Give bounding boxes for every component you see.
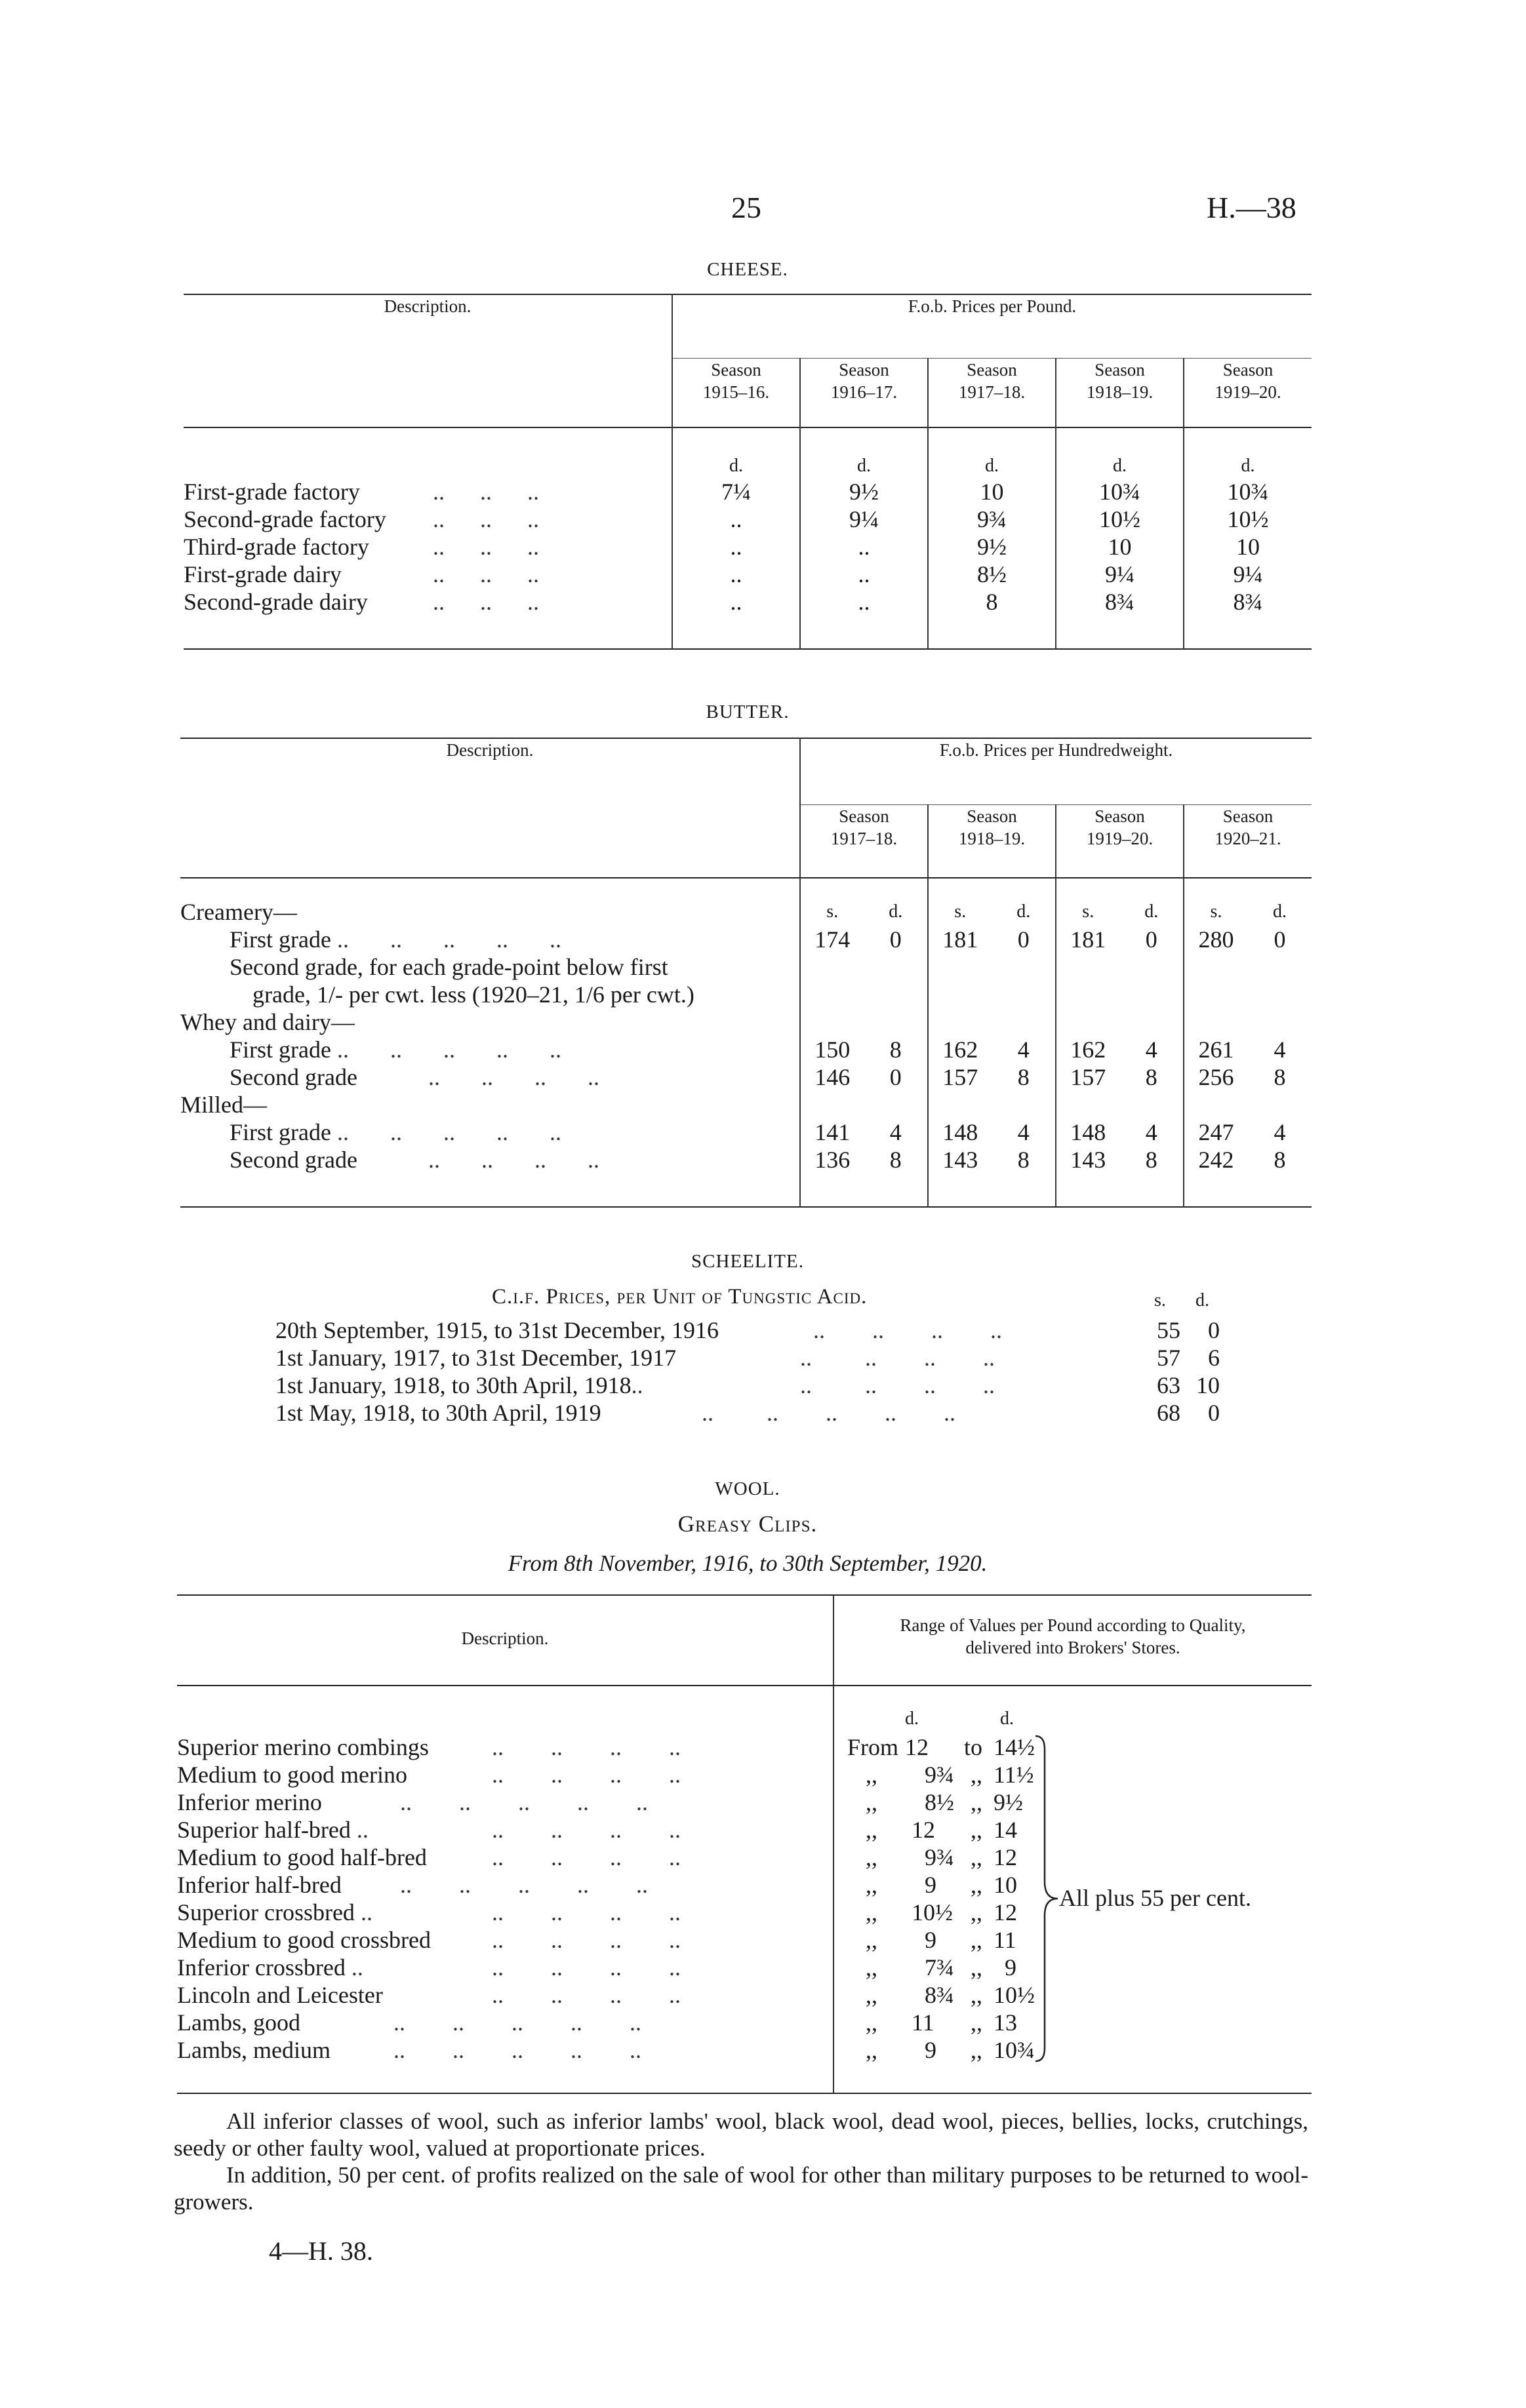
list-item: 1st January, 1917, to 31st December, 1917 .. .. .. .. 57 6 [275, 1345, 1220, 1371]
wool-ditto: ,, [971, 1844, 982, 1870]
butter-cell: 148 4 [928, 1118, 1056, 1146]
cheese-row-label: Second-grade factory [184, 506, 386, 532]
cheese-cell: 8¾ [1184, 588, 1312, 649]
table-row: Inferior half-bred .. .. .. .. .. ,, 9 ,, 10 [177, 1872, 1017, 1898]
table-row: First-grade factory .. .. .. 7¼ 9½ 10 10¾ 10¾ [184, 478, 1312, 505]
table-row: Third-grade factory .. .. .. .. .. 9½ 10 10 [184, 533, 1312, 561]
butter-cell: 157 8 [928, 1063, 1056, 1091]
scheelite-d: 0 [1208, 1317, 1220, 1343]
wool-title: WOOL. [715, 1478, 780, 1499]
scheelite-row-label: 20th September, 1915, to 31st December, 1916 [275, 1317, 719, 1343]
scheelite-d: 0 [1208, 1400, 1220, 1426]
cheese-cell: 9¾ [928, 505, 1056, 533]
cheese-cell: .. [800, 533, 928, 561]
butter-cell: 174 0 [800, 926, 928, 953]
list-item: 1st May, 1918, to 30th April, 1919 .. .. .. .. .. 68 0 [275, 1400, 1220, 1426]
wool-to-value: 9½ [994, 1789, 1023, 1815]
wool-ditto: ,, [971, 1817, 982, 1843]
scheelite-title: SCHEELITE. [691, 1251, 804, 1272]
cheese-cell: 10¾ [1056, 478, 1184, 505]
cheese-cell: .. [800, 561, 928, 588]
butter-cell: 146 0 [800, 1063, 928, 1091]
wool-ditto: ,, [866, 1954, 877, 1981]
table-row: First grade .. .. .. .. .. 150 8 162 4 162 4 261 4 [180, 1036, 1312, 1063]
wool-to-value: 10½ [994, 1982, 1035, 2008]
wool-row-label: Lambs, medium [177, 2037, 331, 2063]
wool-row-label: Inferior crossbred [177, 1954, 346, 1981]
wool-subtitle: Greasy Clips. [677, 1511, 818, 1537]
scheelite-unit-s: s. [1154, 1290, 1166, 1311]
butter-cell: 157 8 [1056, 1063, 1184, 1091]
cheese-row-label: First-grade factory [184, 479, 360, 505]
cheese-cell: 8½ [928, 561, 1056, 588]
wool-ditto: ,, [866, 1982, 877, 2008]
cheese-unit: d. [1056, 427, 1184, 478]
butter-note-line: grade, 1/- per cwt. less (1920–21, 1/6 per cwt.) [252, 981, 694, 1008]
wool-row-label: Lambs, good [177, 2009, 300, 2036]
butter-table [180, 738, 1312, 1208]
table-row: Inferior crossbred .. .. .. .. .. ,, 7¾ ,, 9 [177, 1954, 1016, 1981]
wool-ditto: ,, [971, 1789, 982, 1815]
cheese-table [184, 294, 1312, 650]
wool-period: From 8th November, 1916, to 30th September, 1920. [508, 1550, 988, 1576]
cheese-season-header: Season 1919–20. [1184, 359, 1312, 428]
wool-ditto: ,, [971, 1927, 982, 1953]
wool-to-word: to [964, 1734, 983, 1760]
butter-title: BUTTER. [706, 701, 790, 722]
wool-row-label: Medium to good crossbred [177, 1927, 431, 1953]
cheese-cell: .. [672, 533, 800, 561]
cheese-cell: 7¼ [672, 478, 800, 505]
cheese-cell: 8¾ [1056, 588, 1184, 649]
wool-from-value: 9¾ [925, 1762, 954, 1788]
document-ref: H.—38 [1207, 191, 1296, 224]
butter-season-header: Season 1918–19. [928, 805, 1056, 878]
table-row: Superior merino combings .. .. .. .. From 12 to 14½ [177, 1734, 1035, 1760]
cheese-cell: 10½ [1184, 505, 1312, 533]
cheese-unit: d. [1184, 427, 1312, 478]
scheelite-s: 57 [1157, 1345, 1180, 1371]
butter-cell: 162 4 [1056, 1036, 1184, 1063]
scheelite-s: 63 [1157, 1372, 1180, 1398]
cheese-cell: 9¼ [1056, 561, 1184, 588]
wool-ditto: ,, [866, 1927, 877, 1953]
wool-from-word: From [847, 1734, 899, 1760]
wool-to-value: 9 [1005, 1954, 1016, 1981]
butter-season-header: Season 1920–21. [1184, 805, 1312, 878]
cheese-cell: 10¾ [1184, 478, 1312, 505]
butter-cell: 181 0 [928, 926, 1056, 953]
scheelite-unit-d: d. [1195, 1290, 1209, 1311]
cheese-row-label: First-grade dairy [184, 561, 342, 587]
butter-cell: 136 8 [800, 1146, 928, 1207]
wool-row-label: Medium to good half-bred [177, 1844, 427, 1870]
butter-cell: 141 4 [800, 1118, 928, 1146]
cheese-row-label: Third-grade factory [184, 534, 369, 560]
wool-description-header: Description. [461, 1628, 549, 1648]
cheese-cell: 10 [1056, 533, 1184, 561]
butter-unit: s. d. [1056, 878, 1184, 926]
wool-ditto: ,, [866, 1872, 877, 1898]
butter-unit: s. d. [928, 878, 1056, 926]
wool-table [177, 1594, 1312, 2094]
cheese-unit: d. [928, 427, 1056, 478]
butter-cell: 181 0 [1056, 926, 1184, 953]
scheelite-subtitle: C.i.f. Prices, per Unit of Tungstic Acid. [492, 1285, 868, 1309]
wool-row-label: Superior half-bred [177, 1817, 351, 1843]
wool-ditto: ,, [866, 1899, 877, 1925]
cheese-group-header: F.o.b. Prices per Pound. [672, 294, 1312, 359]
butter-description-header: Description. [446, 740, 534, 760]
butter-cell: 143 8 [928, 1146, 1056, 1207]
cheese-cell: 9¼ [800, 505, 928, 533]
table-row: First grade .. .. .. .. .. 174 0 181 0 181 0 280 0 [180, 926, 1312, 953]
butter-unit: s. d. [800, 878, 928, 926]
butter-row-label: Second grade [230, 1064, 357, 1090]
table-row: Lincoln and Leicester .. .. .. .. ,, 8¾ ,, 10½ [177, 1982, 1035, 2008]
cheese-cell: .. [672, 505, 800, 533]
wool-row-label: Inferior merino [177, 1789, 322, 1815]
scheelite-s: 68 [1157, 1400, 1180, 1426]
wool-ditto: ,, [866, 1762, 877, 1788]
wool-ditto: ,, [866, 2037, 877, 2063]
wool-ditto: ,, [971, 1762, 982, 1788]
wool-ditto: ,, [866, 1844, 877, 1870]
wool-ditto: ,, [971, 1982, 982, 2008]
wool-from-value: 8½ [925, 1789, 954, 1815]
butter-cell: 143 8 [1056, 1146, 1184, 1207]
cheese-cell: 10 [928, 478, 1056, 505]
butter-cell: 150 8 [800, 1036, 928, 1063]
wool-ditto: ,, [866, 1789, 877, 1815]
butter-row-label: First grade [230, 926, 331, 953]
list-item: 1st January, 1918, to 30th April, 1918.. .. .. .. .. 63 10 [275, 1372, 1220, 1398]
cheese-description-header: Description. [384, 296, 472, 316]
wool-from-value: 11 [912, 2009, 934, 2036]
scheelite-row-label: 1st May, 1918, to 30th April, 1919 [275, 1400, 601, 1426]
wool-row-label: Inferior half-bred [177, 1872, 342, 1898]
cheese-cell: 9½ [928, 533, 1056, 561]
table-row: Medium to good crossbred .. .. .. .. ,, 9 ,, 11 [177, 1927, 1016, 1953]
table-row: Second grade .. .. .. .. 136 8 143 8 143 8 242 8 [180, 1146, 1312, 1207]
butter-unit: s. d. [1184, 878, 1312, 926]
footnote-paragraph: In addition, 50 per cent. of profits realized on the sale of wool for other than military purposes to be returned to wool-growers. [174, 2162, 1308, 2215]
butter-cell: 148 4 [1056, 1118, 1184, 1146]
cheese-cell: 10 [1184, 533, 1312, 561]
wool-to-value: 14½ [994, 1734, 1035, 1760]
scheelite-d: 10 [1196, 1372, 1220, 1398]
wool-from-value: 8¾ [925, 1982, 954, 2008]
cheese-cell: .. [672, 588, 800, 649]
table-row: Medium to good merino .. .. .. .. ,, 9¾ ,, 11½ [177, 1762, 1034, 1788]
cheese-unit: d. [672, 427, 800, 478]
butter-row-label: First grade [230, 1036, 331, 1063]
wool-ditto: ,, [866, 1817, 877, 1843]
cheese-row-label: Second-grade dairy [184, 589, 368, 615]
butter-cell: 280 0 [1184, 926, 1312, 953]
cheese-cell: 10½ [1056, 505, 1184, 533]
wool-ditto: ,, [971, 1954, 982, 1981]
wool-unit-to: d. [1000, 1708, 1014, 1729]
wool-from-value: 7¾ [925, 1954, 954, 1981]
cheese-cell: 9½ [800, 478, 928, 505]
butter-note-line: Second grade, for each grade-point below first [230, 954, 668, 980]
table-row: Second-grade factory .. .. .. .. 9¼ 9¾ 10½ 10½ [184, 505, 1312, 533]
wool-ditto: ,, [971, 2009, 982, 2036]
footnote-paragraph: All inferior classes of wool, such as inferior lambs' wool, black wool, dead wool, pieces, bellies, locks, crutchings, seedy or other faulty wool, valued at proportionate prices. [174, 2108, 1308, 2161]
wool-ditto: ,, [971, 1872, 982, 1898]
cheese-title: CHEESE. [707, 259, 788, 280]
list-item: 20th September, 1915, to 31st December, 1916 .. .. .. .. 55 0 [275, 1317, 1220, 1343]
wool-bracket-note: All plus 55 per cent. [1059, 1885, 1251, 1911]
wool-row-label: Superior merino combings [177, 1734, 429, 1760]
table-row: First grade .. .. .. .. .. 141 4 148 4 148 4 247 4 [180, 1118, 1312, 1146]
wool-from-value: 12 [905, 1734, 929, 1760]
page-number: 25 [731, 191, 761, 224]
wool-to-value: 13 [994, 2009, 1017, 2036]
scheelite-list [275, 1316, 1226, 1427]
wool-row-label: Lincoln and Leicester [177, 1982, 383, 2008]
wool-ditto: ,, [866, 2009, 877, 2036]
butter-season-header: Season 1919–20. [1056, 805, 1184, 878]
wool-row-label: Medium to good merino [177, 1762, 407, 1788]
wool-from-value: 9 [925, 1927, 936, 1953]
butter-season-header: Season 1917–18. [800, 805, 928, 878]
wool-to-value: 14 [994, 1817, 1017, 1843]
butter-cell: 162 4 [928, 1036, 1056, 1063]
wool-from-value: 10½ [912, 1899, 953, 1925]
signature-mark: 4—H. 38. [269, 2236, 373, 2266]
cheese-unit: d. [800, 427, 928, 478]
butter-cell: 247 4 [1184, 1118, 1312, 1146]
cheese-season-header: Season 1917–18. [928, 359, 1056, 428]
butter-cell: 261 4 [1184, 1036, 1312, 1063]
cheese-cell: 8 [928, 588, 1056, 649]
cheese-season-header: Season 1918–19. [1056, 359, 1184, 428]
wool-ditto: ,, [971, 2037, 982, 2063]
wool-row-label: Superior crossbred [177, 1899, 355, 1925]
butter-group-label: Creamery— [180, 899, 297, 925]
wool-from-value: 9 [925, 1872, 936, 1898]
cheese-season-header: Season 1915–16. [672, 359, 800, 428]
butter-row-label: First grade [230, 1119, 331, 1145]
wool-to-value: 10 [994, 1872, 1017, 1898]
table-row: Lambs, good .. .. .. .. .. ,, 11 ,, 13 [177, 2009, 1017, 2036]
cheese-cell: 9¼ [1184, 561, 1312, 588]
butter-cell: 256 8 [1184, 1063, 1312, 1091]
table-row: Second grade .. .. .. .. 146 0 157 8 157 8 256 8 [180, 1063, 1312, 1091]
wool-range-header: Range of Values per Pound according to Quality, delivered into Brokers' Stores. [900, 1615, 1246, 1657]
cheese-cell: .. [800, 588, 928, 649]
scheelite-s: 55 [1157, 1317, 1180, 1343]
scheelite-row-label: 1st January, 1918, to 30th April, 1918 [275, 1372, 632, 1398]
cheese-cell: .. [672, 561, 800, 588]
scheelite-d: 6 [1208, 1345, 1220, 1371]
butter-cell: 242 8 [1184, 1146, 1312, 1207]
wool-to-value: 11 [994, 1927, 1016, 1953]
table-row: Medium to good half-bred .. .. .. .. ,, 9¾ ,, 12 [177, 1844, 1017, 1870]
table-row: Superior crossbred .. .. .. .. .. ,, 10½ ,, 12 [177, 1899, 1017, 1925]
wool-from-value: 12 [912, 1817, 935, 1843]
table-row: Second-grade dairy .. .. .. .. .. 8 8¾ 8¾ [184, 588, 1312, 649]
wool-from-value: 9 [925, 2037, 936, 2063]
wool-to-value: 12 [994, 1899, 1017, 1925]
table-row: Lambs, medium .. .. .. .. .. ,, 9 ,, 10¾ [177, 2037, 1035, 2063]
butter-row-label: Second grade [230, 1147, 357, 1173]
butter-group-label: Milled— [180, 1092, 267, 1118]
butter-group-header: F.o.b. Prices per Hundredweight. [800, 738, 1312, 805]
butter-group-label: Whey and dairy— [180, 1009, 355, 1035]
cheese-season-header: Season 1916–17. [800, 359, 928, 428]
wool-from-value: 9¾ [925, 1844, 954, 1870]
wool-to-value: 12 [994, 1844, 1017, 1870]
wool-to-value: 10¾ [994, 2037, 1035, 2063]
wool-to-value: 11½ [994, 1762, 1034, 1788]
table-row: First-grade dairy .. .. .. .. .. 8½ 9¼ 9¼ [184, 561, 1312, 588]
scheelite-row-label: 1st January, 1917, to 31st December, 1917 [275, 1345, 677, 1371]
table-row: Superior half-bred .. .. .. .. .. ,, 12 ,, 14 [177, 1817, 1017, 1843]
wool-unit-from: d. [905, 1708, 919, 1729]
table-row: Inferior merino .. .. .. .. .. ,, 8½ ,, 9½ [177, 1789, 1023, 1815]
wool-ditto: ,, [971, 1899, 982, 1925]
